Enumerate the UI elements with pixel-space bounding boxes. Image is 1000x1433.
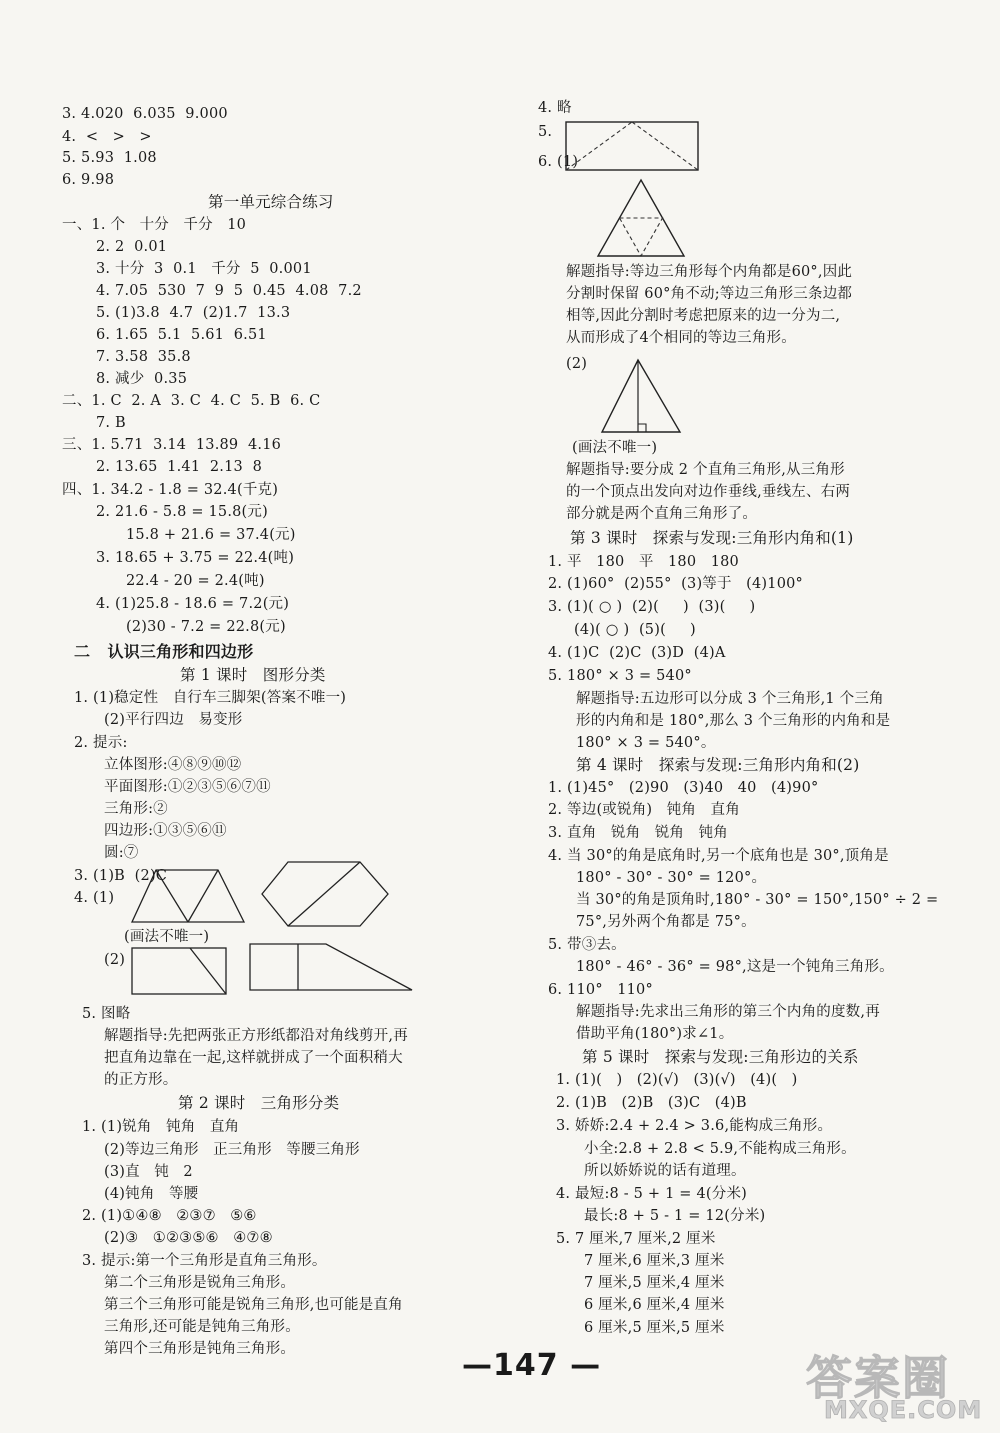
answer-line: 6. 9.98 [62, 172, 115, 188]
answer-line: 2. 2 0.01 [96, 239, 168, 255]
answer-line: 4. 最短:8 - 5 + 1 = 4(分米) [556, 1186, 747, 1202]
answer-line: 4. (1)25.8 - 18.6 = 7.2(元) [96, 596, 290, 612]
answer-line: 解题指导:先求出三角形的第三个内角的度数,再 [576, 1004, 880, 1020]
answer-line: (画法不唯一) [572, 440, 658, 456]
answer-line: 部分就是两个直角三角形了。 [566, 506, 758, 522]
watermark [806, 1342, 994, 1428]
answer-line: 解题指导:先把两张正方形纸都沿对角线剪开,再 [104, 1028, 408, 1044]
figure-hexagon-split [258, 856, 392, 932]
section-title: 第一单元综合练习 [208, 193, 334, 211]
answer-line: 小全:2.8 + 2.8 < 5.9,不能构成三角形。 [584, 1141, 856, 1157]
answer-line: 8. 减少 0.35 [96, 371, 188, 387]
answer-line: 4. 7.05 530 7 9 5 0.45 4.08 7.2 [96, 283, 362, 299]
answer-line: 3. 提示:第一个三角形是直角三角形。 [82, 1253, 327, 1269]
answer-line: 5. 带③去。 [548, 937, 626, 953]
answer-line: 解题指导:要分成 2 个直角三角形,从三角形 [566, 462, 845, 478]
answer-line: 2. 21.6 - 5.8 = 15.8(元) [96, 504, 268, 520]
answer-line: 180° - 46° - 36° = 98°,这是一个钝角三角形。 [576, 959, 894, 975]
answer-line: (2) [566, 356, 588, 372]
answer-line: 15.8 + 21.6 = 37.4(元) [126, 527, 296, 543]
answer-line: 2. (1)B (2)B (3)C (4)B [556, 1095, 747, 1111]
answer-line: 相等,因此分割时考虑把原来的边一分为二, [566, 308, 841, 324]
answer-line: 的正方形。 [104, 1072, 178, 1088]
answer-line: 75°,另外两个角都是 75°。 [576, 914, 756, 930]
answer-line: 4. 略 [538, 100, 572, 116]
answer-line: 3. 十分 3 0.1 千分 5 0.001 [96, 261, 312, 277]
answer-line: 三角形:② [104, 801, 168, 817]
answer-line: 2. 13.65 1.41 2.13 8 [96, 459, 263, 475]
answer-line: 第二个三角形是锐角三角形。 [104, 1275, 296, 1291]
figure-rectangle-trapezoid [128, 944, 230, 998]
figure-triangle-subdivided [594, 176, 688, 260]
answer-line: 4. (1) [74, 890, 115, 906]
answer-line: (画法不唯一) [124, 929, 210, 945]
answer-line: 第四个三角形是钝角三角形。 [104, 1341, 296, 1357]
answer-line: 三、1. 5.71 3.14 13.89 4.16 [62, 437, 282, 453]
unit-title: 二 认识三角形和四边形 [74, 642, 254, 661]
answer-line: 1. (1)锐角 钝角 直角 [82, 1119, 240, 1135]
answer-line: 当 30°的角是顶角时,180° - 30° = 150°,150° ÷ 2 = [576, 892, 939, 908]
figure-trapezoid-split [246, 938, 416, 996]
answer-line: 解题指导:五边形可以分成 3 个三角形,1 个三角 [576, 691, 884, 707]
answer-line: 把直角边靠在一起,这样就拼成了一个面积稍大 [104, 1050, 403, 1066]
answer-line: 四、1. 34.2 - 1.8 = 32.4(千克) [62, 482, 279, 498]
answer-line: 3. 直角 锐角 锐角 钝角 [548, 825, 728, 841]
answer-line: 5. 5.93 1.08 [62, 150, 157, 166]
answer-line: 7. 3.58 35.8 [96, 349, 191, 365]
answer-line: 5. 180° × 3 = 540° [548, 668, 692, 684]
lesson-title: 第 4 课时 探索与发现:三角形内角和(2) [576, 756, 860, 774]
figure-triangle-altitude [598, 356, 684, 436]
answer-line: 22.4 - 20 = 2.4(吨) [126, 573, 265, 589]
answer-line: 立体图形:④⑧⑨⑩⑫ [104, 757, 242, 773]
answer-line: (2)30 - 7.2 = 22.8(元) [126, 619, 286, 635]
answer-line: 5. (1)3.8 4.7 (2)1.7 13.3 [96, 305, 291, 321]
answer-line: 5. [538, 124, 553, 140]
answer-line: 第三个三角形可能是锐角三角形,也可能是直角 [104, 1297, 403, 1313]
answer-line: 形的内角和是 180°,那么 3 个三角形的内角和是 [576, 713, 891, 729]
answer-line: 1. (1)稳定性 自行车三脚架(答案不唯一) [74, 690, 347, 706]
answer-line: 180° - 30° - 30° = 120°。 [576, 870, 767, 886]
answer-line: (2)平行四边 易变形 [104, 712, 243, 728]
answer-line: 6. 110° 110° [548, 982, 653, 998]
answer-line: (2)等边三角形 正三角形 等腰三角形 [104, 1142, 360, 1158]
answer-line: 6. (1) [538, 154, 579, 170]
answer-line: 一、1. 个 十分 千分 10 [62, 217, 247, 233]
answer-line: (4)( ○ ) (5)( ) [574, 622, 696, 638]
page-number: —147 — [462, 1348, 602, 1383]
answer-line: 6 厘米,5 厘米,5 厘米 [584, 1320, 725, 1336]
lesson-title: 第 1 课时 图形分类 [180, 666, 326, 684]
answer-line: 三角形,还可能是钝角三角形。 [104, 1319, 300, 1335]
answer-line: 5. 7 厘米,7 厘米,2 厘米 [556, 1231, 716, 1247]
answer-line: 2. (1)60° (2)55° (3)等于 (4)100° [548, 576, 803, 592]
answer-line: 3. 18.65 + 3.75 = 22.4(吨) [96, 550, 295, 566]
figure-trapezoid-triangles [128, 860, 248, 932]
answer-line: 2. (1)①④⑧ ②③⑦ ⑤⑥ [82, 1208, 257, 1224]
answer-line: 6 厘米,6 厘米,4 厘米 [584, 1297, 725, 1313]
answer-line: 7 厘米,5 厘米,4 厘米 [584, 1275, 725, 1291]
answer-line: 3. 娇娇:2.4 + 2.4 > 3.6,能构成三角形。 [556, 1118, 833, 1134]
answer-line: 借助平角(180°)求∠1。 [576, 1026, 734, 1042]
answer-line: 2. 提示: [74, 735, 128, 751]
watermark-url: MXQE.COM [824, 1396, 983, 1424]
answer-line: 最长:8 + 5 - 1 = 12(分米) [584, 1208, 766, 1224]
answer-line: 平面图形:①②③⑤⑥⑦⑪ [104, 779, 271, 795]
figure-rectangle-dashed [564, 118, 700, 174]
answer-line: 7. B [96, 415, 126, 431]
answer-line: 7 厘米,6 厘米,3 厘米 [584, 1253, 725, 1269]
answer-line: 解题指导:等边三角形每个内角都是60°,因此 [566, 264, 853, 280]
answer-line: 四边形:①③⑤⑥⑪ [104, 823, 227, 839]
answer-line: 1. (1)45° (2)90 (3)40 40 (4)90° [548, 780, 819, 796]
answer-line: 圆:⑦ [104, 845, 139, 861]
lesson-title: 第 3 课时 探索与发现:三角形内角和(1) [570, 529, 854, 547]
answer-line: 180° × 3 = 540°。 [576, 735, 716, 751]
answer-line: 1. (1)( ) (2)(√) (3)(√) (4)( ) [556, 1072, 798, 1088]
answer-line: 2. 等边(或锐角) 钝角 直角 [548, 802, 740, 818]
answer-line: 4. (1)C (2)C (3)D (4)A [548, 645, 726, 661]
lesson-title: 第 5 课时 探索与发现:三角形边的关系 [582, 1048, 859, 1066]
answer-line: (2) [104, 952, 126, 968]
answer-line: 1. 平 180 平 180 180 [548, 554, 739, 570]
answer-line: 二、1. C 2. A 3. C 4. C 5. B 6. C [62, 393, 321, 409]
answer-line: 3. (1)B (2)C [74, 868, 168, 884]
answer-line: 的一个顶点出发向对边作垂线,垂线左、右两 [566, 484, 851, 500]
answer-line: 3. (1)( ○ ) (2)( ) (3)( ) [548, 599, 756, 615]
answer-line: 所以娇娇说的话有道理。 [584, 1163, 746, 1179]
answer-line: 从而形成了4个相同的等边三角形。 [566, 330, 796, 346]
answer-line: 分割时保留 60°角不动;等边三角形三条边都 [566, 286, 853, 302]
answer-line: 4. 当 30°的角是底角时,另一个底角也是 30°,顶角是 [548, 848, 889, 864]
answer-line: 5. 图略 [82, 1006, 131, 1022]
answer-line: 3. 4.020 6.035 9.000 [62, 106, 228, 122]
watermark-logo: 答案圈 [806, 1351, 950, 1405]
lesson-title: 第 2 课时 三角形分类 [178, 1094, 340, 1112]
answer-line: 4. < > > [62, 129, 152, 145]
answer-line: (3)直 钝 2 [104, 1164, 193, 1180]
answer-line: 6. 1.65 5.1 5.61 6.51 [96, 327, 267, 343]
answer-line: (4)钝角 等腰 [104, 1186, 199, 1202]
answer-line: (2)③ ①②③⑤⑥ ④⑦⑧ [104, 1230, 273, 1246]
